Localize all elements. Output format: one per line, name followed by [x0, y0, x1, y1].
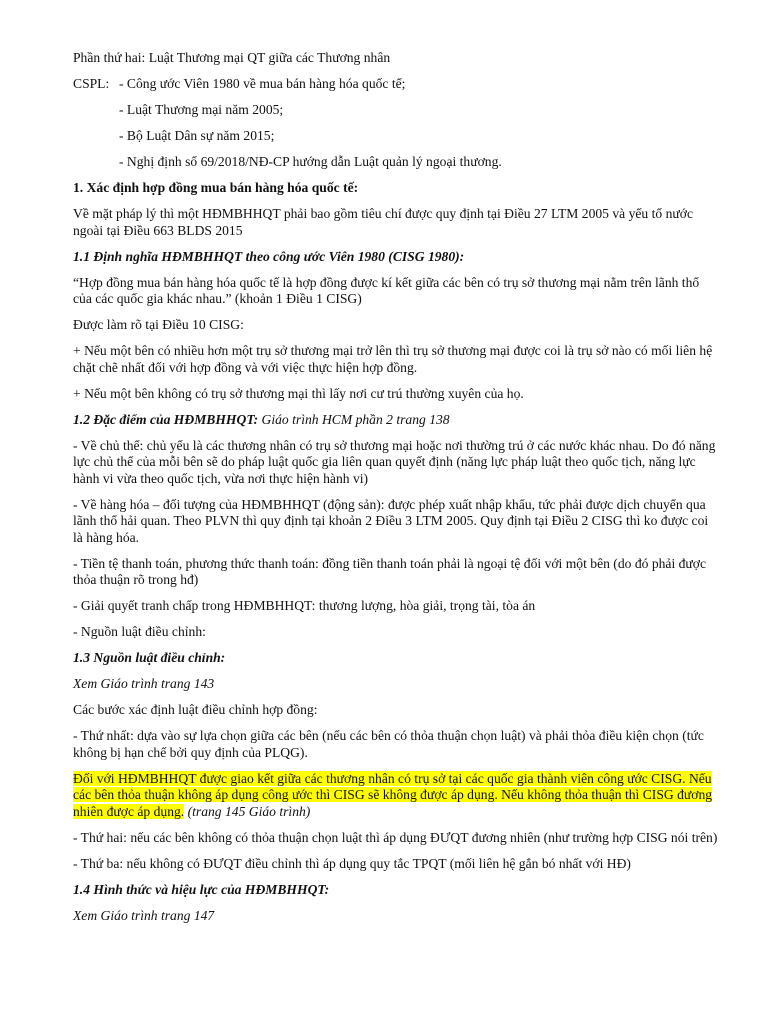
paragraph: Được làm rõ tại Điều 10 CISG: [73, 317, 244, 332]
cspl-item: - Nghị định số 69/2018/NĐ-CP hướng dẫn Luật quản lý ngoại thương. [119, 154, 502, 169]
part-title: Phần thứ hai: Luật Thương mại QT giữa các Thương nhân [73, 50, 391, 65]
highlighted-text: Đối với HĐMBHHQT được giao kết giữa các thương nhân có trụ sở tại các quốc gia thành viên công ước CISG. Nếu các bên thỏa thuận không áp dụng công ước thì CISG sẽ không được áp dụng. Nếu không thỏa thuận thì CISG đương nhiên được áp dụng. [73, 770, 713, 819]
heading-1-1: 1.1 Định nghĩa HĐMBHHQT theo công ước Viên 1980 (CISG 1980): [73, 248, 465, 264]
paragraph: - Thứ hai: nếu các bên không có thỏa thuận chọn luật thì áp dụng ĐƯQT đương nhiên (như trường hợp CISG nói trên) [73, 829, 718, 845]
paragraph: - Tiền tệ thanh toán, phương thức thanh toán: đồng tiền thanh toán phải là ngoại tệ đối với một bên (do đó phải được thỏa thuận rõ trong hđ) [73, 555, 707, 587]
cspl-item: - Luật Thương mại năm 2005; [119, 102, 284, 117]
paragraph: Về mặt pháp lý thì một HĐMBHHQT phải bao gồm tiêu chí được quy định tại Điều 27 LTM 2005 và yếu tố nước ngoài tại Điều 663 BLDS 2015 [73, 206, 693, 238]
paragraph: Các bước xác định luật điều chỉnh hợp đồng: [73, 702, 318, 717]
paragraph: - Về hàng hóa – đối tượng của HĐMBHHQT (động sản): được phép xuất nhập khẩu, tức phải được dịch chuyển qua lãnh thổ hải quan. Theo PLVN thì quy định tại khoản 2 Điều 3 LTM 2005. Quy định tại Điều 2 CISG thì ko được coi là hàng hóa. [73, 496, 709, 545]
highlighted-paragraph [73, 771, 721, 821]
paragraph: - Về chủ thể: chủ yếu là các thương nhân có trụ sở thương mại hoặc nơi thường trú ở các nước khác nhau. Do đó năng lực chủ thể của mỗi bên sẽ do pháp luật quốc gia liên quan quyết định (năng lực pháp luật theo quốc tịch, năng lực hành vi vừa theo quốc tịch, vừa nơi thực hiện hành vi) [73, 437, 716, 486]
heading-1: 1. Xác định hợp đồng mua bán hàng hóa quốc tế: [73, 180, 359, 195]
paragraph: - Giải quyết tranh chấp trong HĐMBHHQT: thương lượng, hòa giải, trọng tài, tòa án [73, 598, 536, 613]
reference-text: (trang 145 Giáo trình) [184, 803, 311, 819]
document-page [73, 50, 721, 934]
heading-1-4: 1.4 Hình thức và hiệu lực của HĐMBHHQT: [73, 881, 330, 897]
heading-1-3: 1.3 Nguồn luật điều chỉnh: [73, 650, 226, 665]
paragraph: - Thứ ba: nếu không có ĐƯQT điều chỉnh thì áp dụng quy tắc TPQT (mối liên hệ gắn bó nhất với HĐ) [73, 855, 631, 871]
paragraph: + Nếu một bên không có trụ sở thương mại thì lấy nơi cư trú thường xuyên của họ. [73, 385, 524, 401]
paragraph: - Nguồn luật điều chỉnh: [73, 624, 206, 639]
cspl-item: - Bộ Luật Dân sự năm 2015; [119, 128, 275, 143]
paragraph: “Hợp đồng mua bán hàng hóa quốc tế là hợp đồng được kí kết giữa các bên có trụ sở thương mại nằm trên lãnh thổ của các quốc gia khác nhau.” (khoản 1 Điều 1 CISG) [73, 274, 700, 306]
heading-1-2 [73, 412, 721, 429]
paragraph: Xem Giáo trình trang 143 [73, 676, 215, 691]
cspl-item: - Công ước Viên 1980 về mua bán hàng hóa quốc tế; [119, 76, 406, 91]
cspl-label: CSPL: [73, 76, 110, 91]
paragraph: Xem Giáo trình trang 147 [73, 907, 215, 923]
heading-1-2-ref: Giáo trình HCM phần 2 trang 138 [258, 411, 450, 427]
paragraph: - Thứ nhất: dựa vào sự lựa chọn giữa các bên (nếu các bên có thỏa thuận chọn luật) và phải thỏa điều kiện chọn (tức không bị hạn chế bởi quy định của PLQG). [73, 728, 704, 760]
paragraph: + Nếu một bên có nhiều hơn một trụ sở thương mại trở lên thì trụ sở thương mại được coi là trụ sở nào có mối liên hệ chặt chẽ nhất đối với hợp đồng và với việc thực hiện hợp đồng. [73, 343, 713, 375]
cspl-row [73, 76, 721, 93]
heading-1-2-bold: 1.2 Đặc điểm của HĐMBHHQT: [73, 411, 259, 427]
